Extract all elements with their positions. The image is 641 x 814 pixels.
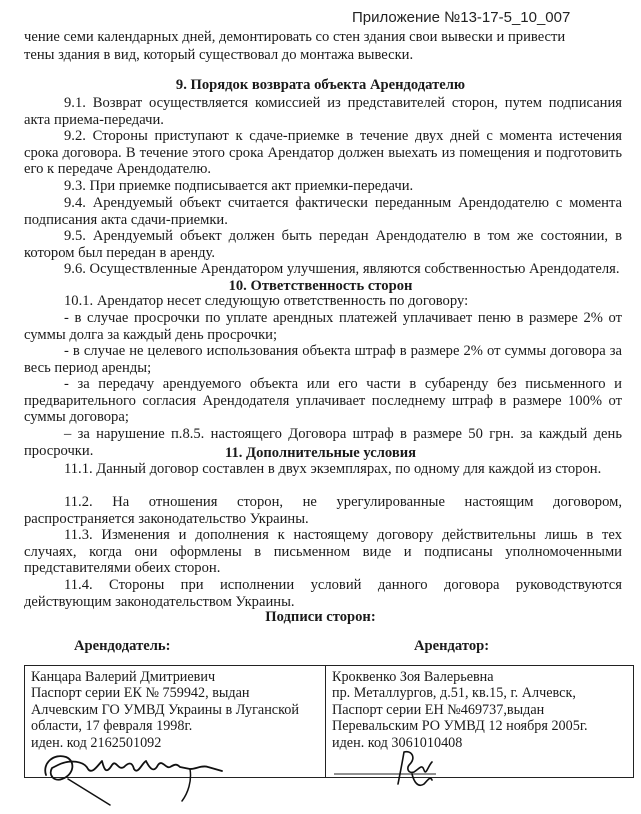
tenant-issuer: Перевальским РО УМВД 12 ноября 2005г. [332,718,588,735]
attachment-reference: Приложение №13-17-5_10_007 [352,9,571,26]
clause-9-6: 9.6. Осуществленные Арендатором улучшения, являются собственностью Арендодателя. [64,261,620,277]
landlord-tax-id: иден. код 2162501092 [31,734,162,751]
clause-9-2: 9.2. Стороны приступают к сдаче-приемке в течение двух дней с момента истечения срока договора. В течение этого срока Арендатор должен выехать из помещения и подготовить его к передаче Арендодателю. [24,128,622,178]
landlord-issue-date: области, 17 февраля 1998г. [31,718,193,735]
landlord-issuer: Алчевским ГО УМВД Украины в Луганской [31,701,299,718]
intro-line: тены здания в вид, который существовал до монтажа вывески. [24,47,414,63]
tenant-tax-id: иден. код 3061010408 [332,734,463,751]
tenant-details [325,665,634,778]
section-11-title: 11. Дополнительные условия [224,445,417,461]
clause-10-sublease: - за передачу арендуемого объекта или его части в субаренду без письменного и предварительного согласия Арендодателя уплачивает последнему штраф в размере 100% от суммы договора; [24,376,622,426]
clause-9-3: 9.3. При приемке подписывается акт приемки-передачи. [64,178,414,194]
clause-11-2: 11.2. На отношения сторон, не урегулированные настоящим договором, распространяется законодательство Украины. [24,494,622,527]
clause-9-1: 9.1. Возврат осуществляется комиссией из представителей сторон, путем подписания акта приема-передачи. [24,95,622,128]
landlord-title: Арендодатель: [74,638,171,654]
tenant-name: Кроквенко Зоя Валерьевна [332,669,494,685]
intro-line: чение семи календарных дней, демонтировать со стен здания свои вывески и привести [24,29,566,45]
clause-10-violation: – за нарушение п.8.5. настоящего Договора штраф в размере 50 грн. за каждый день просрочки. [24,426,622,459]
clause-11-4: 11.4. Стороны при исполнении условий данного договора руководствуются действующим законодательством Украины. [24,577,622,610]
signatures-title: Подписи сторон: [265,609,376,625]
clause-9-4: 9.4. Арендуемый объект считается фактически переданным Арендодателю с момента подписания акта сдачи-приемки. [24,195,622,228]
clause-9-5: 9.5. Арендуемый объект должен быть передан Арендодателю в том же состоянии, в котором был передан в аренду. [24,228,622,261]
landlord-details [24,665,326,778]
clause-11-3: 11.3. Изменения и дополнения к настоящему договору действительны лишь в тех случаях, когда они оформлены в письменном виде и подписаны уполномоченными представителями обеих сторон. [24,527,622,577]
clause-11-1: 11.1. Данный договор составлен в двух экземплярах, по одному для каждой из сторон. [64,461,602,477]
tenant-address: пр. Металлургов, д.51, кв.15, г. Алчевск, [332,685,576,702]
section-10-title: 10. Ответственность сторон [228,278,413,294]
clause-10-penalty: - в случае просрочки по уплате арендных платежей уплачивает пеню в размере 2% от суммы долга за каждый день просрочки; [24,310,622,343]
intro-fragment [24,28,622,64]
landlord-name: Канцара Валерий Дмитриевич [31,669,216,685]
tenant-title: Арендатор: [414,638,490,654]
clause-10-misuse: - в случае не целевого использования объекта штраф в размере 2% от суммы договора за весь период аренды; [24,343,622,376]
clause-10-1: 10.1. Арендатор несет следующую ответственность по договору: [64,293,469,309]
section-9-title: 9. Порядок возврата объекта Арендодателю [175,77,466,93]
landlord-passport: Паспорт серии ЕК № 759942, выдан [31,685,250,702]
tenant-passport: Паспорт серии ЕН №469737,выдан [332,701,545,718]
